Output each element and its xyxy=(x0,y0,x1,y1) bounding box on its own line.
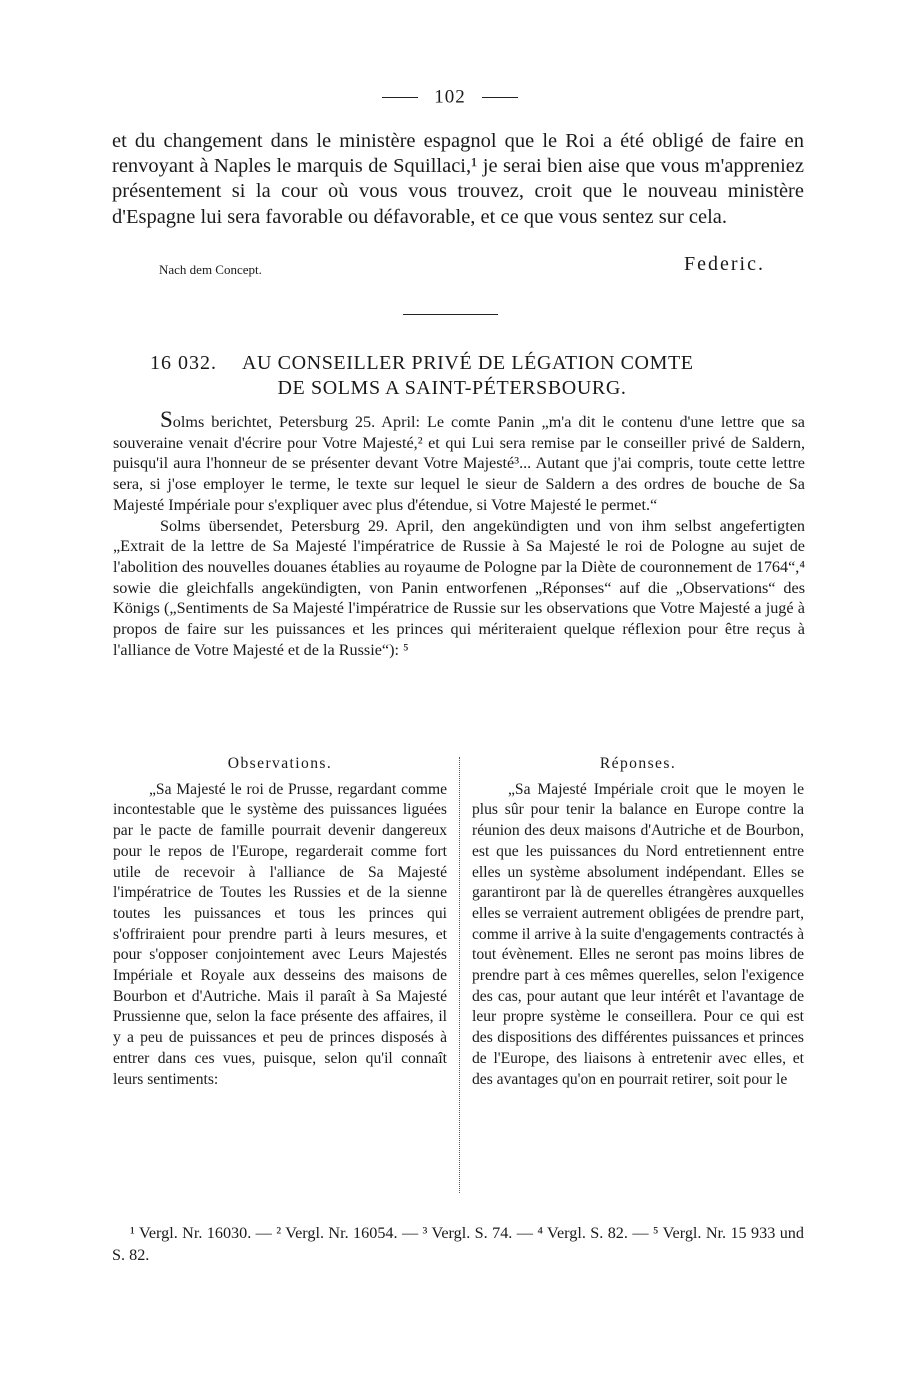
intro-paragraph-1-text: olms berichtet, Petersburg 25. April: Le comte Panin „m'a dit le contenu d'une lettre que sa souveraine venait d'écrire pour Votre Majesté,² et qui Lui sera remise par le conseiller privé de Saldern, puisqu'il aura l'honneur de se présenter devant Votre Majesté³... Autant que j'ai compris, toute cette lettre sera, si j'ose employer le terme, le texte sur lequel le sieur de Saldern a des ordres de bouche de Sa Majesté Impériale pour s'expliquer avec plus d'étendue, si Votre Majesté le permet.“ xyxy=(113,413,805,514)
letter-introduction xyxy=(113,407,805,660)
intro-paragraph-2: Solms übersendet, Petersburg 29. April, den angekündigten und von ihm selbst angefertigten „Extrait de la lettre de Sa Majesté l'impératrice de Russie à Sa Majesté le roi de Pologne au sujet de l'abolition des nouvelles douanes établies au royaume de Pologne par la Diète de couronnement de 1764“,⁴ sowie die gleichfalls angekündigten, von Panin entworfenen „Réponses“ auf die „Observations“ des Königs („Sentiments de Sa Majesté l'impératrice de Russie sur les observations que Votre Majesté a jugé à propos de faire sur les puissances et les princes qui mériteraient quelque réflexion pour être reçus à l'alliance de Votre Majesté et de la Russie“): ⁵ xyxy=(113,516,805,659)
reponses-heading: Réponses. xyxy=(599,755,677,772)
header-dash-right xyxy=(482,97,518,98)
header-dash-left xyxy=(382,97,418,98)
letter-title-line-1: AU CONSEILLER PRIVÉ DE LÉGATION COMTE xyxy=(242,352,694,374)
section-divider-rule xyxy=(403,314,498,315)
signature: Federic. xyxy=(684,253,765,275)
source-note: Nach dem Concept. xyxy=(159,262,262,277)
footnotes xyxy=(112,1222,804,1266)
observations-text: „Sa Majesté le roi de Prusse, regardant comme incontestable que le système des puissances liguées par le pacte de famille pourrait devenir dangereux pour le repos de l'Europe, regarderait comme fort utile de recevoir à l'alliance de Sa Majesté l'impératrice de Toutes les Russies et de la sienne toutes les puissances et tous les princes qui s'offriraient pour prendre parti à leurs mesures, et pour s'opposer conjointement avec Leurs Majestés Impériale et Royale aux desseins des maisons de Bourbon et d'Autriche. Mais il paraît à Sa Majesté Prussienne que, selon la face présente des affaires, il y a peu de puissances et peu de princes disposés à entrer dans ces vues, puisque, selon qu'il connaît leurs sentiments: xyxy=(113,780,447,1088)
footnotes-text: ¹ Vergl. Nr. 16030. — ² Vergl. Nr. 16054. — ³ Vergl. S. 74. — ⁴ Vergl. S. 82. — ⁵ Vergl. Nr. 15 933 und S. 82. xyxy=(112,1224,804,1264)
continuation-text-block xyxy=(112,129,804,230)
continuation-paragraph: et du changement dans le ministère espagnol que le Roi a été obligé de faire en renvoyant à Naples le marquis de Squillaci,¹ je serai bien aise que vous m'appreniez présentement si la cour où vous vous trouvez, croit que le nouveau ministère d'Espagne lui sera favorable ou défavorable, et ce que vous sentez sur cela. xyxy=(112,130,804,228)
letter-title-line-2: DE SOLMS A SAINT-PÉTERSBOURG. xyxy=(277,377,627,399)
letter-number: 16 032. xyxy=(150,352,217,374)
page-number: 102 xyxy=(434,86,466,108)
column-divider xyxy=(459,757,460,1193)
reponses-column xyxy=(472,754,804,1090)
observations-heading: Observations. xyxy=(227,755,333,772)
intro-paragraph-1 xyxy=(113,407,805,516)
reponses-text: „Sa Majesté Impériale croit que le moyen le plus sûr pour tenir la balance en Europe contre la réunion des deux maisons d'Autriche et de Bourbon, est que les puissances du Nord entretiennent entre elles un système absolument indépendant. Elles se garantiront par là de querelles étrangères auxquelles elles se verraient autrement obligées de prendre part, comme il arrive à la suite d'engagements contractés à tout évènement. Elles ne seront pas moins libres de prendre part à ces mêmes querelles, selon l'exigence des cas, pour autant que leur intérêt et l'avantage de leur propre système le conseillera. Pour ce qui est des dispositions des différentes puissances et princes de l'Europe, des liaisons à entretenir avec elles, et des avantages qu'on en pourrait retirer, soit pour le xyxy=(472,780,804,1088)
observations-column xyxy=(113,754,447,1090)
intro-initial-letter: S xyxy=(160,407,173,432)
page-number-header xyxy=(0,86,900,109)
